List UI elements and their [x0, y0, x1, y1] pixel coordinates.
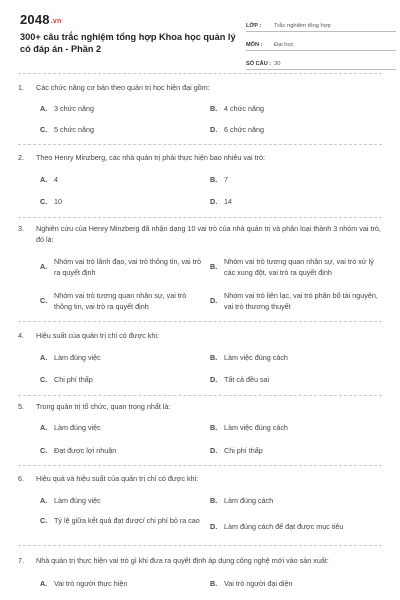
option-text: Nhóm vai trò tương quan nhân sự, vai trò xử lý các xung đột, vai trò ra quyết định [224, 257, 374, 277]
meta-label-socau: SỐ CÂU : [246, 61, 272, 67]
option-letter: A. [40, 353, 48, 362]
option-a[interactable] [40, 175, 58, 186]
question-4 [18, 331, 382, 384]
option-text: Nhóm vai trò liên lạc, vai trò phân bổ tài nguyên, vai trò thương thuyết [224, 291, 378, 311]
option-letter: B. [210, 262, 218, 272]
question-text: Các chức năng cơ bản theo quản trị học hiện đại gồm: [36, 83, 210, 92]
question-5 [18, 402, 382, 455]
option-letter: C. [40, 375, 48, 384]
site-logo[interactable] [20, 12, 61, 27]
brand-name: 2048 [20, 12, 50, 27]
option-c[interactable] [40, 125, 94, 136]
option-letter: D. [210, 522, 218, 531]
option-letter: A. [40, 423, 48, 432]
question-number: 4. [18, 331, 24, 340]
option-b[interactable] [210, 104, 264, 115]
option-text: Đạt được lợi nhuận [54, 446, 117, 455]
option-text: Làm đúng cách để đạt được mục tiêu [224, 522, 344, 531]
option-letter: B. [210, 175, 218, 184]
question-text: Nhà quản trị thực hiện vai trò gì khi đưa ra quyết định áp dụng công nghệ mới vào sản xuất: [36, 556, 329, 565]
option-a[interactable] [40, 353, 101, 364]
question-text: Trong quản trị tổ chức, quan trọng nhất là: [36, 402, 171, 411]
option-b[interactable] [210, 496, 273, 507]
option-text: Làm việc đúng cách [224, 423, 288, 432]
option-letter: D. [210, 375, 218, 384]
option-letter: C. [40, 296, 48, 306]
option-c[interactable] [40, 516, 205, 527]
meta-label-mon: MÔN : [246, 42, 263, 48]
option-b[interactable] [210, 257, 382, 278]
option-text: Nhóm vai trò lãnh đạo, vai trò thông tin, vai trò ra quyết định [54, 257, 202, 277]
option-letter: B. [210, 579, 218, 588]
option-text: 10 [54, 197, 62, 206]
option-letter: B. [210, 353, 218, 362]
question-number: 6. [18, 474, 24, 483]
option-text: Chi phí thấp [54, 375, 93, 384]
option-text: Vai trò người đại diện [224, 579, 293, 588]
page-header [18, 0, 382, 72]
option-letter: A. [40, 104, 48, 113]
option-text: Chi phí thấp [224, 446, 263, 455]
option-a[interactable] [40, 104, 94, 115]
divider [18, 144, 382, 145]
question-3 [18, 224, 382, 311]
question-text: Theo Henry Minzberg, các nhà quản trị phải thực hiện bao nhiêu vai trò: [36, 153, 265, 162]
option-text: 6 chức năng [224, 125, 264, 134]
meta-value-socau: 30 [274, 61, 281, 67]
option-text: Nhóm vai trò tương quan nhân sự, vai trò thông tin, vai trò ra quyết định [54, 291, 187, 311]
option-d[interactable] [210, 446, 263, 457]
option-letter: B. [210, 496, 218, 505]
option-text: Tất cả đều sai [224, 375, 270, 384]
meta-value-mon: Đại học [274, 42, 294, 48]
document-title: 300+ câu trắc nghiệm tổng hợp Khoa học quản lý có đáp án - Phần 2 [20, 32, 236, 54]
option-a[interactable] [40, 423, 101, 434]
option-a[interactable] [40, 496, 101, 507]
question-text: Hiệu quả và hiệu suất của quản trị chỉ có được khi: [36, 474, 199, 483]
document-meta [246, 14, 396, 71]
option-letter: C. [40, 516, 48, 525]
option-b[interactable] [210, 579, 293, 590]
meta-value-lop: Trắc nghiệm tổng hợp [274, 23, 331, 29]
option-text: Tỷ lệ giữa kết quả đạt được/ chi phí bỏ ra cao [54, 516, 200, 525]
divider [18, 321, 382, 322]
question-number: 5. [18, 402, 24, 411]
option-text: 4 [54, 175, 58, 184]
option-c[interactable] [40, 375, 93, 386]
option-d[interactable] [210, 522, 343, 533]
divider [18, 545, 382, 546]
question-6 [18, 474, 382, 531]
option-letter: A. [40, 175, 48, 184]
divider [18, 217, 382, 218]
option-d[interactable] [210, 125, 264, 136]
option-c[interactable] [40, 197, 62, 208]
question-number: 7. [18, 556, 24, 565]
option-d[interactable] [210, 197, 232, 208]
option-letter: B. [210, 104, 218, 113]
question-7 [18, 556, 382, 588]
option-text: 7 [224, 175, 228, 184]
option-text: Làm việc đúng cách [224, 353, 288, 362]
meta-label-lop: LỚP : [246, 23, 262, 29]
option-letter: B. [210, 423, 218, 432]
option-d[interactable] [210, 291, 382, 312]
option-letter: A. [40, 262, 48, 272]
divider [18, 465, 382, 466]
question-text: Hiệu suất của quản trị chỉ có được khi: [36, 331, 159, 340]
question-number: 1. [18, 83, 24, 92]
option-letter: D. [210, 296, 218, 306]
option-letter: C. [40, 446, 48, 455]
option-a[interactable] [40, 257, 205, 278]
meta-row-socau [246, 52, 396, 70]
option-b[interactable] [210, 353, 288, 364]
option-b[interactable] [210, 175, 228, 186]
option-text: 3 chức năng [54, 104, 94, 113]
question-number: 2. [18, 153, 24, 162]
option-text: Làm đúng việc [54, 423, 101, 432]
question-text: Nghiên cứu của Henry Minzberg đã nhận dạng 10 vai trò của nhà quản trị và phân loại thành 3 nhóm vai trò, đó là: [36, 224, 381, 244]
option-letter: D. [210, 125, 218, 134]
option-letter: C. [40, 125, 48, 134]
divider [18, 395, 382, 396]
option-text: Vai trò người thực hiện [54, 579, 128, 588]
option-letter: A. [40, 496, 48, 505]
option-text: 14 [224, 197, 232, 206]
option-a[interactable] [40, 579, 127, 590]
question-1 [18, 83, 382, 134]
option-b[interactable] [210, 423, 288, 434]
option-letter: D. [210, 197, 218, 206]
option-text: 5 chức năng [54, 125, 94, 134]
meta-row-mon [246, 33, 396, 51]
option-d[interactable] [210, 375, 269, 386]
option-letter: D. [210, 446, 218, 455]
meta-row-lop [246, 14, 396, 32]
option-c[interactable] [40, 446, 116, 457]
option-letter: A. [40, 579, 48, 588]
option-text: 4 chức năng [224, 104, 264, 113]
question-2 [18, 153, 382, 206]
divider [18, 73, 382, 74]
option-text: Làm đúng cách [224, 496, 274, 505]
option-letter: C. [40, 197, 48, 206]
question-number: 3. [18, 224, 24, 233]
option-text: Làm đúng việc [54, 353, 101, 362]
option-text: Làm đúng việc [54, 496, 101, 505]
brand-suffix: .vn [50, 18, 62, 25]
option-c[interactable] [40, 291, 205, 312]
